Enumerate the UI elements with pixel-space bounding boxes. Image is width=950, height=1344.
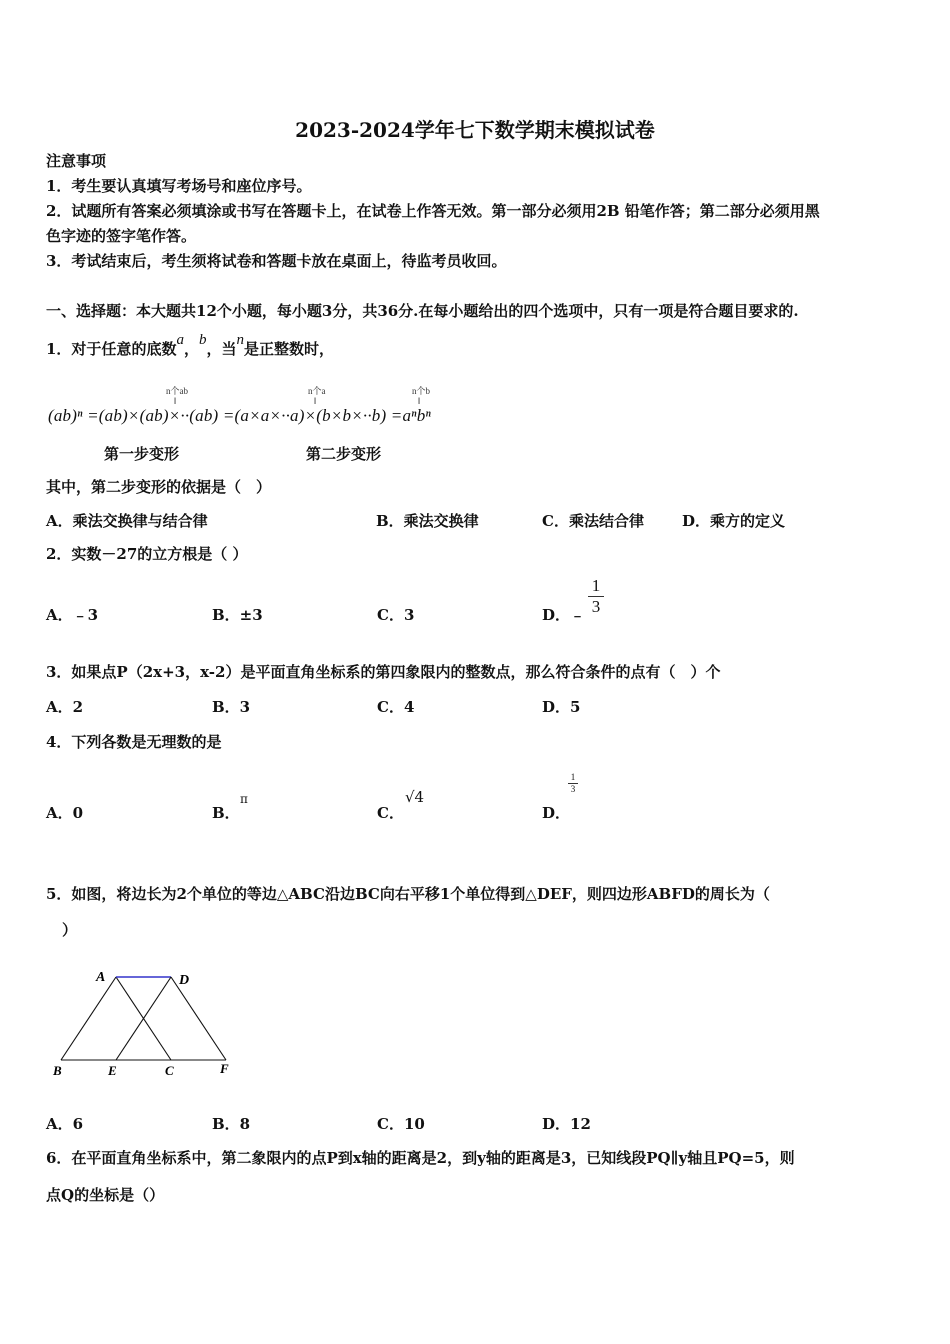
option-a[interactable]: A．6 — [46, 1115, 84, 1133]
question-3-stem: 3．如果点P（2x+3，x-2）是平面直角坐标系的第四象限内的整数点，那么符合条件的点有（ ）个 — [46, 663, 721, 681]
question-2-stem: 2．实数－27的立方根是（ ） — [46, 545, 248, 563]
notice-item: 3．考试结束后，考生须将试卷和答题卡放在桌面上，待监考员收回。 — [46, 252, 507, 270]
question-5-stem-cont: ） — [62, 921, 78, 939]
notice-item: 2．试题所有答案必须填涂或书写在答题卡上，在试卷上作答无效。第一部分必须用2B 铅笔作答；第二部分必须用黑 — [46, 202, 820, 220]
brace-mark: ‖ — [418, 396, 421, 406]
brace-label: n个b — [412, 386, 431, 396]
option-b[interactable]: B．3 — [212, 698, 251, 716]
question-5-stem: 5．如图，将边长为2个单位的等边△ABC沿边BC向右平移1个单位得到△DEF，则四边形ABFD的周长为（ — [46, 885, 770, 903]
option-b[interactable]: B． — [212, 804, 240, 822]
step-label: 第一步变形 — [104, 445, 180, 463]
question-1-text: 其中，第二步变形的依据是（ ） — [46, 478, 272, 496]
sqrt-symbol: √4 — [405, 788, 425, 806]
section-heading: 一、选择题：本大题共12个小题，每小题3分，共36分.在每小题给出的四个选项中，只有一项是符合题目要求的. — [46, 302, 799, 320]
label-a: A — [96, 970, 106, 985]
brace-mark: ‖ — [174, 396, 177, 406]
option-c[interactable]: C．乘法结合律 — [542, 512, 644, 530]
option-c[interactable]: C．4 — [377, 698, 415, 716]
question-4-stem: 4．下列各数是无理数的是 — [46, 733, 222, 751]
option-b[interactable]: B．乘法交换律 — [376, 512, 479, 530]
label-c: C — [165, 1063, 174, 1078]
label-b: B — [53, 1063, 62, 1078]
option-a[interactable]: A．﹣3 — [46, 606, 99, 624]
label-d: D — [179, 973, 190, 988]
step-label: 第二步变形 — [306, 445, 382, 463]
option-d[interactable]: D． — [542, 804, 571, 822]
option-a[interactable]: A．乘法交换律与结合律 — [46, 512, 208, 530]
figure-quadrilateral-abfd — [46, 965, 246, 1080]
pi-symbol: π — [240, 792, 248, 806]
option-d[interactable]: D．﹣ — [542, 606, 586, 624]
brace-label: n个a — [308, 386, 326, 396]
notice-heading: 注意事项 — [46, 152, 107, 170]
option-c[interactable]: C．3 — [377, 606, 415, 624]
option-c[interactable]: C．10 — [377, 1115, 425, 1133]
fraction-one-third: $\frac{1}{3}$ — [568, 772, 578, 795]
notice-item: 1．考生要认真填写考场号和座位序号。 — [46, 177, 312, 195]
brace-mark: ‖ — [314, 396, 317, 406]
option-a[interactable]: A．2 — [46, 698, 84, 716]
option-c[interactable]: C． — [377, 804, 404, 822]
label-f: F — [220, 1061, 229, 1076]
brace-label: n个ab — [166, 386, 188, 396]
label-e: E — [108, 1063, 117, 1078]
option-a[interactable]: A．0 — [46, 804, 84, 822]
formula: (ab)ⁿ =(ab)×(ab)×··(ab) =(a×a×··a)×(b×b×··b) =aⁿbⁿ — [48, 406, 431, 425]
question-6-stem-cont: 点Q的坐标是（） — [46, 1186, 165, 1204]
notice-item: 色字迹的签字笔作答。 — [46, 227, 197, 245]
option-d[interactable]: D．5 — [542, 698, 581, 716]
page-title: 2023-2024学年七下数学期末模拟试卷 — [295, 118, 655, 142]
option-b[interactable]: B．±3 — [212, 606, 263, 624]
question-1-stem: 1．对于任意的底数a，b，当n是正整数时， — [46, 332, 334, 358]
fraction-one-third: $\frac{1}{3}$ — [588, 576, 604, 617]
question-6-stem: 6．在平面直角坐标系中，第二象限内的点P到x轴的距离是2，到y轴的距离是3，已知线段PQ∥y轴且PQ=5，则 — [46, 1149, 795, 1167]
option-d[interactable]: D．12 — [542, 1115, 591, 1133]
option-d[interactable]: D．乘方的定义 — [682, 512, 786, 530]
option-b[interactable]: B．8 — [212, 1115, 251, 1133]
